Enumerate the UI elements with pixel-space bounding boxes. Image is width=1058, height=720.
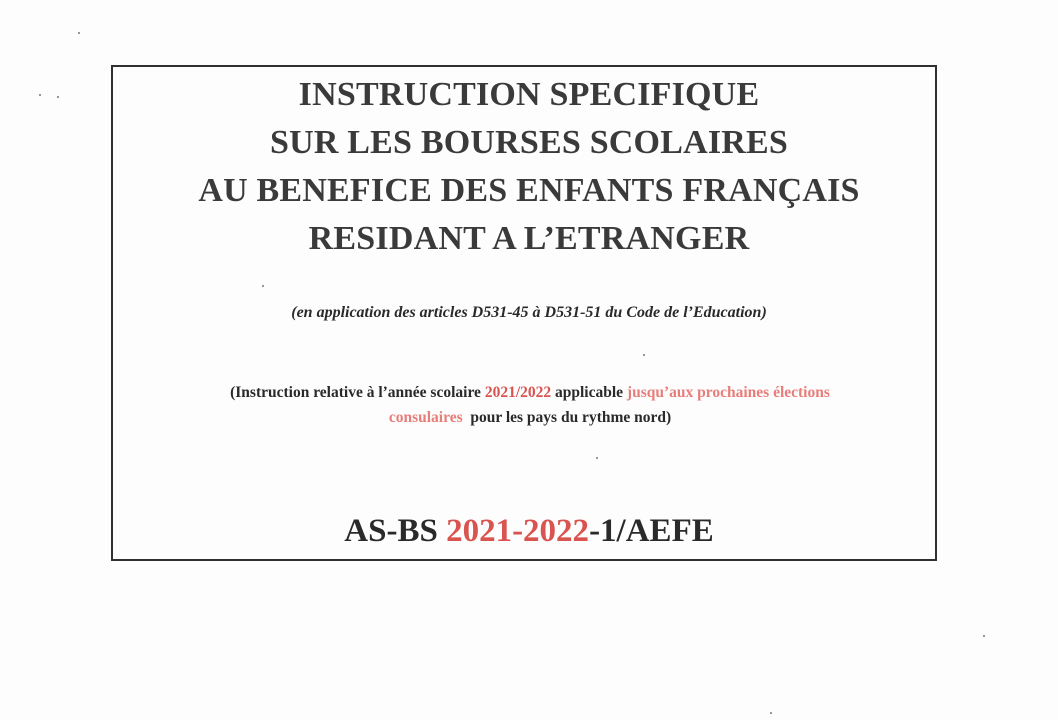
document-title bbox=[0, 71, 1058, 263]
school-year: 2021/2022 bbox=[484, 384, 552, 401]
instruction-note bbox=[130, 380, 930, 430]
title-line-3: AU BENEFICE DES ENFANTS FRANÇAIS bbox=[198, 172, 860, 209]
scan-speck bbox=[643, 354, 645, 356]
validity-highlight-2: consulaires bbox=[388, 409, 463, 426]
title-line-1: INSTRUCTION SPECIFIQUE bbox=[298, 76, 760, 113]
instruction-text-2: applicable bbox=[551, 384, 627, 401]
document-reference bbox=[0, 513, 1058, 550]
reference-years: 2021-2022 bbox=[446, 513, 590, 549]
title-line-2: SUR LES BOURSES SCOLAIRES bbox=[269, 124, 789, 161]
title-line-4: RESIDANT A L’ETRANGER bbox=[308, 220, 750, 257]
scan-speck bbox=[57, 96, 59, 98]
legal-basis-subtitle: (en application des articles D531-45 à D531-51 du Code de l’Education) bbox=[291, 304, 767, 321]
reference-prefix: AS-BS bbox=[344, 513, 447, 549]
scan-speck bbox=[39, 94, 41, 96]
scan-speck bbox=[770, 712, 772, 714]
scan-speck bbox=[596, 457, 598, 459]
instruction-text-1: (Instruction relative à l’année scolaire bbox=[230, 384, 485, 401]
instruction-text-3: pour les pays du rythme nord) bbox=[462, 409, 672, 426]
validity-highlight-1: jusqu’aux prochaines élections bbox=[626, 384, 830, 401]
scan-speck bbox=[78, 32, 80, 34]
scan-speck bbox=[262, 285, 264, 287]
scan-speck bbox=[983, 635, 985, 637]
reference-suffix: -1/AEFE bbox=[589, 513, 714, 549]
